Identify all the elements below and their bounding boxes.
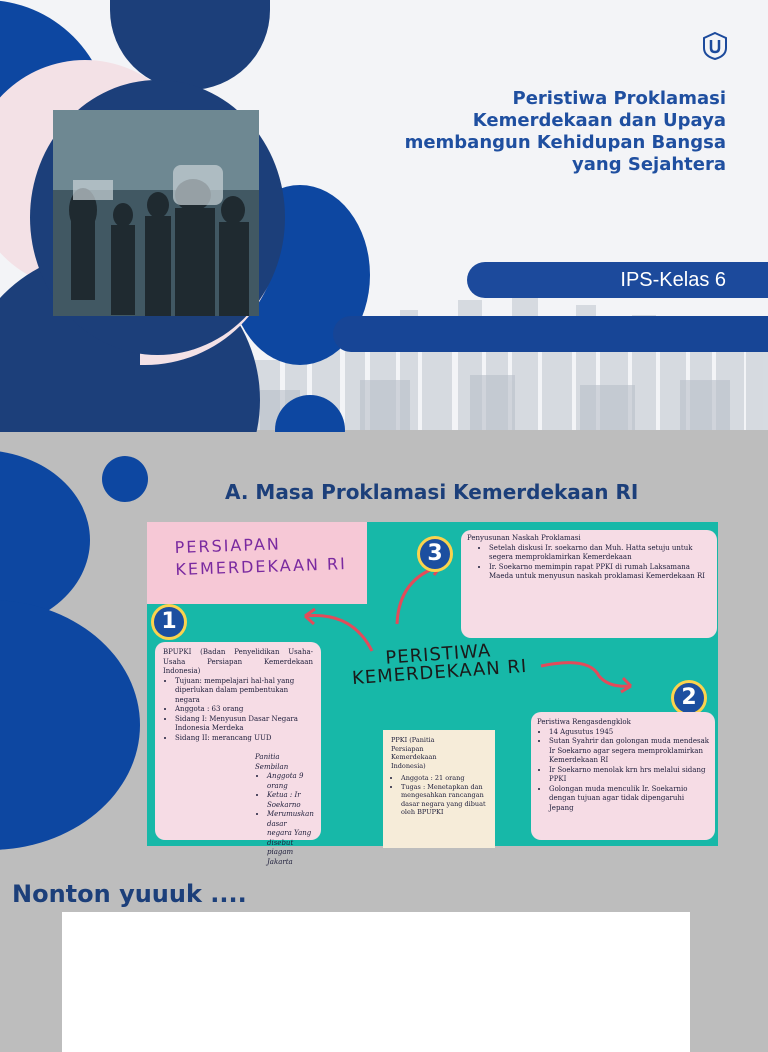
sub-title: Panitia Sembilan [255, 753, 289, 771]
card-intro: Penyusunan Naskah Proklamasi [467, 534, 581, 542]
step-number-3: 3 [417, 536, 453, 572]
arrow-to-card2-icon [539, 656, 639, 696]
note-intro: PPKI (Panitia Persiapan Kemerdekaan Indonesia) [391, 736, 437, 770]
historical-photo-image [53, 110, 259, 316]
decor-banner [333, 316, 768, 352]
list-item: • Sutan Syahrir dan golongan muda mendesak Ir Soekarno agar segera memproklamirkan Kemerdekaan RI [549, 737, 709, 766]
list-item: • Anggota 9 orang [267, 772, 313, 791]
card-list [537, 728, 709, 814]
slide-title [326, 88, 726, 176]
content-slide [0, 432, 768, 1024]
step-number-1: 1 [151, 604, 187, 640]
sub-list [163, 772, 313, 867]
title-line: Kemerdekaan dan Upaya [472, 110, 726, 131]
card-list [467, 544, 711, 582]
note-ppki [383, 730, 495, 848]
list-item: • Golongan muda menculik Ir. Soekarnio dengan tujuan agar tidak dipengaruhi Jepang [549, 785, 709, 814]
class-label-banner: IPS-Kelas 6 [467, 262, 768, 298]
list-item: • Anggota : 21 orang [401, 774, 487, 783]
list-item: • Merumuskan dasar negara Yang disebut piagam Jakarta [267, 810, 313, 867]
poster-header: PERSIAPAN KEMERDEKAAN RI [174, 534, 348, 580]
list-item: • Setelah diskusi Ir. soekarno dan Muh. Hatta setuju untuk segera memproklamirkan Kemerdekaan [489, 544, 711, 563]
list-item: • Ir Soekarno menolak krn hrs melalui sidang PPKI [549, 766, 709, 785]
card-intro: Peristiwa Rengasdengklok [537, 718, 631, 726]
infographic-poster [147, 522, 718, 866]
list-item: • Sidang II: merancang UUD [175, 734, 313, 744]
list-item: • Tujuan: mempelajari hal-hal yang diperlukan dalam pembentukan negara [175, 677, 313, 706]
list-item: • Ketua : Ir Soekarno [267, 791, 313, 810]
shield-u-icon [703, 32, 727, 60]
arrow-to-card1-icon [297, 606, 377, 656]
poster-center-title: PERISTIWA KEMERDEKAAN RI [351, 640, 528, 690]
title-line: yang Sejahtera [572, 154, 726, 175]
title-line: membangun Kehidupan Bangsa [404, 132, 726, 153]
decor-circle-small-dot [102, 456, 148, 502]
list-item: • Sidang I: Menyusun Dasar Negara Indonesia Merdeka [175, 715, 313, 734]
list-item: • Anggota : 63 orang [175, 705, 313, 715]
video-placeholder[interactable] [62, 912, 690, 1052]
card-penyusunan-naskah [461, 530, 717, 638]
historical-photo [53, 110, 259, 316]
title-line: Peristiwa Proklamasi [512, 88, 726, 109]
decor-circle-left-big [0, 600, 140, 850]
watch-section-title: Nonton yuuuk .... [12, 880, 247, 908]
section-title: A. Masa Proklamasi Kemerdekaan RI [225, 480, 639, 504]
step-number-2: 2 [671, 680, 707, 716]
list-item: • Tugas : Menetapkan dan mengesahkan rancangan dasar negara yang dibuat oleh BPUPKI [401, 783, 487, 817]
card-list [163, 677, 313, 744]
list-item: • 14 Agusutus 1945 [549, 728, 709, 738]
card-bpupki [155, 642, 321, 866]
note-list [391, 774, 487, 817]
card-intro: BPUPKI (Badan Penyelidikan Usaha-Usaha Persiapan Kemerdekaan Indonesia) [163, 648, 313, 675]
title-slide [0, 0, 768, 430]
list-item: • Ir. Soekarno memimpin rapat PPKI di rumah Laksamana Maeda untuk menyusun naskah proklamasi Kemerdekaan RI [489, 563, 711, 582]
card-rengasdengklok [531, 712, 715, 840]
